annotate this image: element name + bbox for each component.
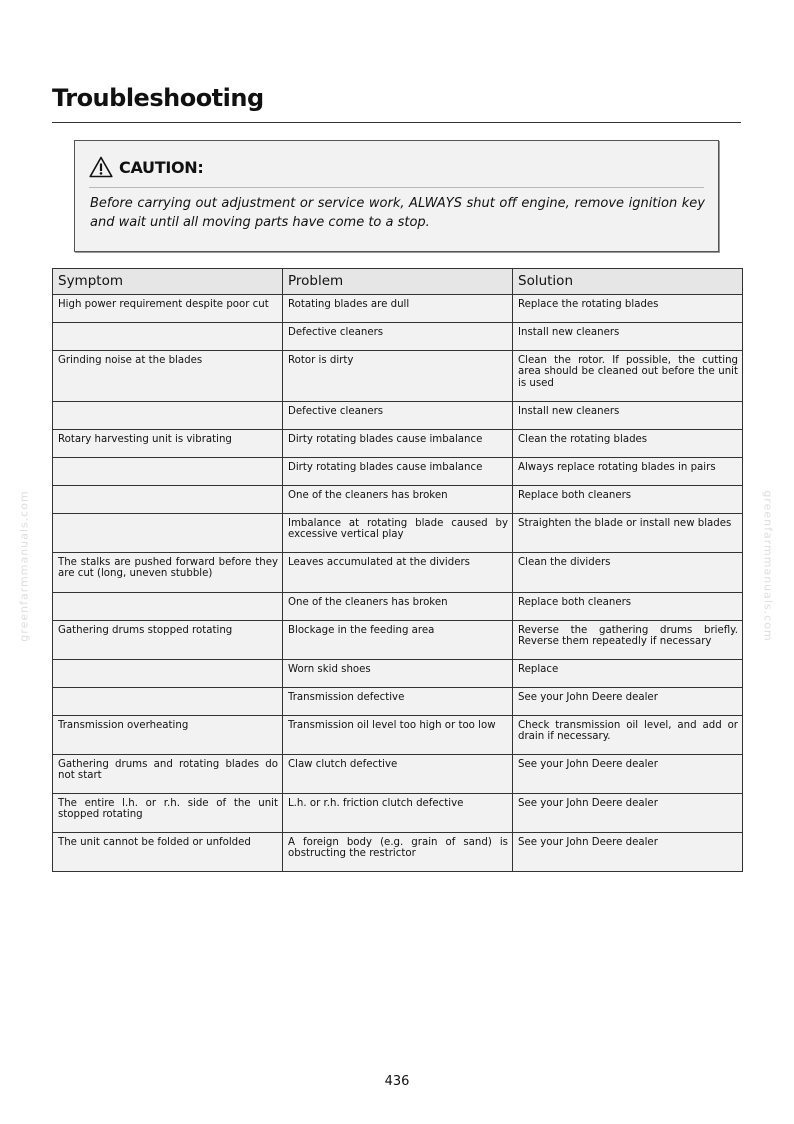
table-row [53, 688, 743, 716]
table-row [53, 553, 743, 593]
troubleshooting-table [52, 268, 743, 872]
cell-symptom: The stalks are pushed forward before they are cut (long, uneven stubble) [53, 553, 283, 593]
cell-solution: Clean the dividers [513, 553, 743, 593]
cell-solution: Install new cleaners [513, 402, 743, 430]
page-title: Troubleshooting [52, 84, 264, 112]
table-row [53, 755, 743, 794]
table-row [53, 593, 743, 621]
cell-symptom [53, 323, 283, 351]
warning-triangle-icon [89, 156, 113, 178]
cell-symptom: Grinding noise at the blades [53, 351, 283, 402]
cell-solution: See your John Deere dealer [513, 794, 743, 833]
cell-symptom [53, 486, 283, 514]
cell-problem: Dirty rotating blades cause imbalance [283, 458, 513, 486]
cell-problem: Transmission oil level too high or too low [283, 716, 513, 755]
table-header-row [53, 269, 743, 295]
cell-problem: Blockage in the feeding area [283, 621, 513, 660]
cell-symptom: Rotary harvesting unit is vibrating [53, 430, 283, 458]
table-row [53, 514, 743, 553]
cell-symptom [53, 660, 283, 688]
cell-symptom: Gathering drums stopped rotating [53, 621, 283, 660]
cell-solution: Replace both cleaners [513, 593, 743, 621]
cell-solution: Clean the rotating blades [513, 430, 743, 458]
cell-symptom [53, 458, 283, 486]
cell-symptom: Transmission overheating [53, 716, 283, 755]
watermark-left: greenfarmmanuals.com [17, 490, 31, 642]
caution-box [74, 140, 719, 252]
page-number: 436 [384, 1074, 410, 1089]
cell-solution: Straighten the blade or install new blades [513, 514, 743, 553]
cell-problem: Worn skid shoes [283, 660, 513, 688]
cell-solution: Clean the rotor. If possible, the cutting area should be cleaned out before the unit is used [513, 351, 743, 402]
title-divider [52, 122, 741, 123]
caution-label: CAUTION: [119, 157, 204, 177]
table-row [53, 430, 743, 458]
cell-symptom: High power requirement despite poor cut [53, 295, 283, 323]
cell-problem: Rotating blades are dull [283, 295, 513, 323]
cell-symptom: The unit cannot be folded or unfolded [53, 833, 283, 872]
cell-problem: Defective cleaners [283, 323, 513, 351]
column-header-solution: Solution [513, 269, 743, 295]
cell-problem: Imbalance at rotating blade caused by excessive vertical play [283, 514, 513, 553]
cell-problem: L.h. or r.h. friction clutch defective [283, 794, 513, 833]
cell-solution: See your John Deere dealer [513, 688, 743, 716]
cell-solution: Install new cleaners [513, 323, 743, 351]
caution-header [89, 153, 203, 181]
table-row [53, 402, 743, 430]
cell-solution: Always replace rotating blades in pairs [513, 458, 743, 486]
cell-solution: Check transmission oil level, and add or drain if necessary. [513, 716, 743, 755]
table-row [53, 295, 743, 323]
cell-solution: Reverse the gathering drums briefly. Reverse them repeatedly if necessary [513, 621, 743, 660]
cell-solution: See your John Deere dealer [513, 755, 743, 794]
cell-problem: A foreign body (e.g. grain of sand) is obstructing the restrictor [283, 833, 513, 872]
cell-problem: Claw clutch defective [283, 755, 513, 794]
cell-problem: Leaves accumulated at the dividers [283, 553, 513, 593]
cell-symptom [53, 688, 283, 716]
column-header-problem: Problem [283, 269, 513, 295]
table-row [53, 458, 743, 486]
cell-solution: Replace both cleaners [513, 486, 743, 514]
table-row [53, 716, 743, 755]
cell-problem: Rotor is dirty [283, 351, 513, 402]
caution-divider [89, 187, 704, 188]
cell-problem: Dirty rotating blades cause imbalance [283, 430, 513, 458]
table-row [53, 621, 743, 660]
table-body [53, 295, 743, 872]
table-row [53, 660, 743, 688]
cell-problem: Transmission defective [283, 688, 513, 716]
cell-symptom: Gathering drums and rotating blades do not start [53, 755, 283, 794]
caution-text: Before carrying out adjustment or service work, ALWAYS shut off engine, remove ignition key and wait until all moving parts have come to a stop. [90, 196, 705, 230]
column-header-symptom: Symptom [53, 269, 283, 295]
cell-symptom [53, 593, 283, 621]
cell-symptom: The entire l.h. or r.h. side of the unit stopped rotating [53, 794, 283, 833]
cell-problem: Defective cleaners [283, 402, 513, 430]
table-row [53, 833, 743, 872]
cell-symptom [53, 402, 283, 430]
cell-solution: See your John Deere dealer [513, 833, 743, 872]
cell-symptom [53, 514, 283, 553]
cell-solution: Replace the rotating blades [513, 295, 743, 323]
table-row [53, 794, 743, 833]
table-row [53, 323, 743, 351]
cell-solution: Replace [513, 660, 743, 688]
table-row [53, 486, 743, 514]
cell-problem: One of the cleaners has broken [283, 593, 513, 621]
table-row [53, 351, 743, 402]
cell-problem: One of the cleaners has broken [283, 486, 513, 514]
watermark-right: greenfarmmanuals.com [761, 490, 775, 642]
